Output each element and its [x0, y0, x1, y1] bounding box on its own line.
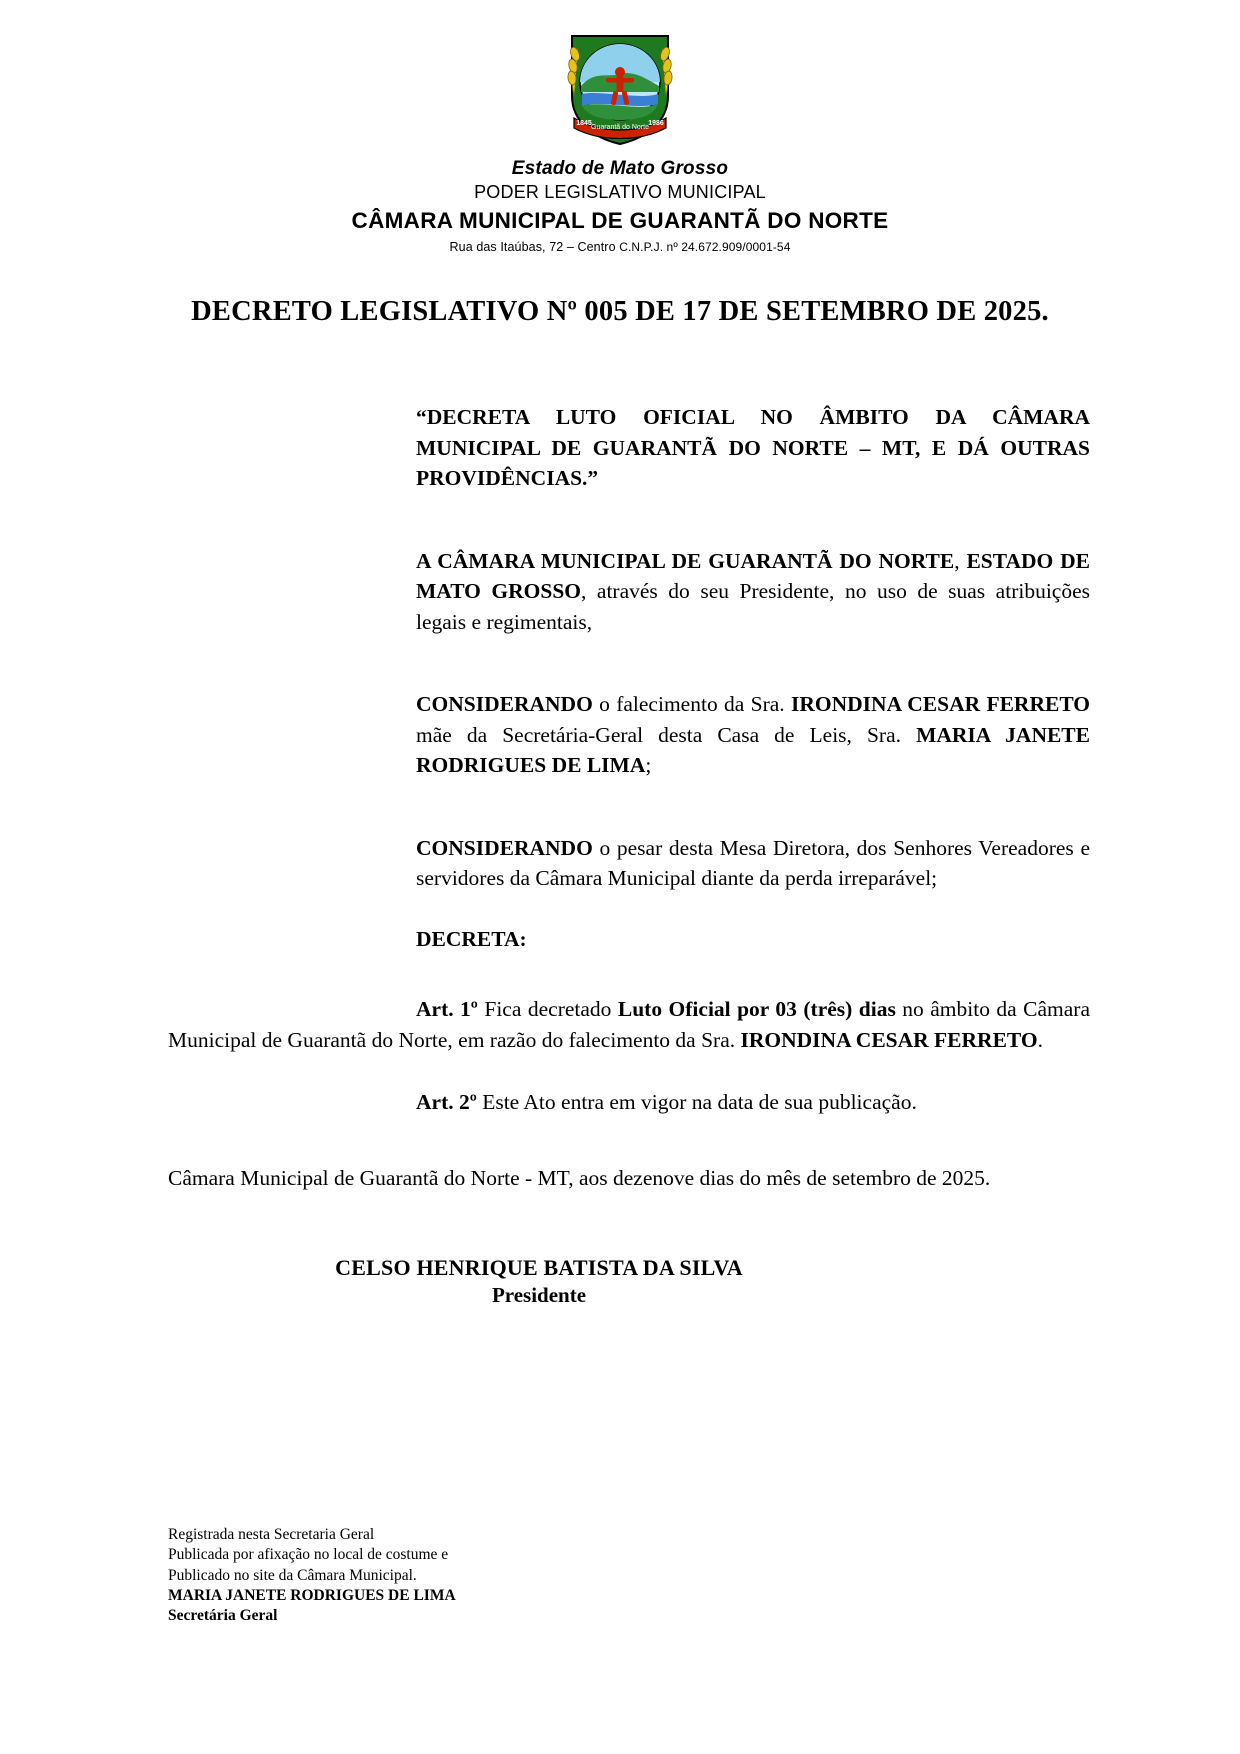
article-1-bold-a: Luto Oficial por 03 (três) dias: [617, 997, 896, 1022]
document-body: [0, 402, 1240, 1308]
signature-block: [168, 1255, 1090, 1308]
header-address-line: [0, 240, 1240, 254]
considerando-2-label: CONSIDERANDO: [416, 835, 593, 860]
considerando-1-text-c: ;: [645, 753, 652, 778]
registration-footer: [168, 1525, 456, 1626]
document-header: [0, 0, 1240, 254]
header-institution-line: CÂMARA MUNICIPAL DE GUARANTÃ DO NORTE: [351, 208, 889, 233]
header-power-line: PODER LEGISLATIVO MUNICIPAL: [474, 182, 766, 202]
brasao-guaranta-do-norte-icon: [550, 30, 690, 148]
header-state-line: Estado de Mato Grosso: [511, 158, 729, 179]
considerando-2: [416, 833, 1090, 894]
article-1: [168, 994, 1090, 1055]
considerando-1-name-a: IRONDINA CESAR FERRETO: [791, 692, 1090, 717]
article-1-text-a: Fica decretado: [477, 997, 618, 1022]
article-1-bold-b: IRONDINA CESAR FERRETO: [740, 1027, 1038, 1052]
article-1-label: Art. 1º: [416, 997, 478, 1022]
considerando-1-text-b: mãe da Secretária-Geral desta Casa de Leis, Sra.: [416, 722, 917, 747]
considerando-1-label: CONSIDERANDO: [416, 692, 593, 717]
emblem-caption-text: Guarantã do Norte: [591, 124, 649, 131]
header-cnpj-text: C.N.P.J. nº 24.672.909/0001-54: [619, 240, 791, 254]
signature-role: Presidente: [491, 1283, 587, 1308]
article-2-label: Art. 2º: [416, 1090, 477, 1115]
footer-secretary-name: MARIA JANETE RODRIGUES DE LIMA: [168, 1586, 456, 1604]
footer-line-3: Publicado no site da Câmara Municipal.: [168, 1566, 417, 1584]
footer-line-1: Registrada nesta Secretaria Geral: [168, 1526, 375, 1544]
considerando-1-name-b: MARIA JANETE RODRIGUES DE LIMA: [416, 722, 1090, 778]
considerando-2-text: o pesar desta Mesa Diretora, dos Senhores Vereadores e servidores da Câmara Municipal diante da perda irreparável;: [416, 835, 1090, 891]
decreta-label: DECRETA:: [416, 926, 527, 951]
header-address-text: Rua das Itaúbas, 72 – Centro: [449, 240, 616, 254]
article-2-text: Este Ato entra em vigor na data de sua publicação.: [476, 1090, 917, 1115]
article-2: [168, 1087, 1090, 1118]
document-ementa: “DECRETA LUTO OFICIAL NO ÂMBITO DA CÂMARA MUNICIPAL DE GUARANTÃ DO NORTE – MT, E DÁ OUTRAS PROVIDÊNCIAS.”: [416, 405, 1090, 491]
preamble-bold-1: A CÂMARA MUNICIPAL DE GUARANTÃ DO NORTE: [416, 548, 955, 573]
preamble-separator: ,: [954, 548, 967, 573]
article-1-text-c: .: [1037, 1027, 1043, 1052]
considerando-1-text-a: o falecimento da Sra.: [592, 692, 792, 717]
footer-secretary-role: Secretária Geral: [168, 1606, 278, 1624]
emblem-year-right-text: 1986: [648, 120, 664, 127]
signature-name: CELSO HENRIQUE BATISTA DA SILVA: [335, 1255, 743, 1281]
place-and-date: Câmara Municipal de Guarantã do Norte - MT, aos dezenove dias do mês de setembro de 2025.: [168, 1165, 991, 1190]
article-1-text-b: no âmbito da Câmara Municipal de Guarantã do Norte, em razão do falecimento da Sra.: [168, 997, 1091, 1052]
preamble-rest: , através do seu Presidente, no uso de suas atribuições legais e regimentais,: [416, 579, 1091, 634]
footer-line-2: Publicada por afixação no local de costume e: [168, 1546, 449, 1564]
preamble-bold-2: ESTADO DE MATO GROSSO: [416, 548, 1090, 604]
emblem-year-left-text: 1845: [576, 120, 592, 127]
document-title: DECRETO LEGISLATIVO Nº 005 DE 17 DE SETEMBRO DE 2025.: [191, 296, 1049, 327]
considerando-1: [416, 689, 1090, 781]
document-preamble: [416, 546, 1090, 638]
